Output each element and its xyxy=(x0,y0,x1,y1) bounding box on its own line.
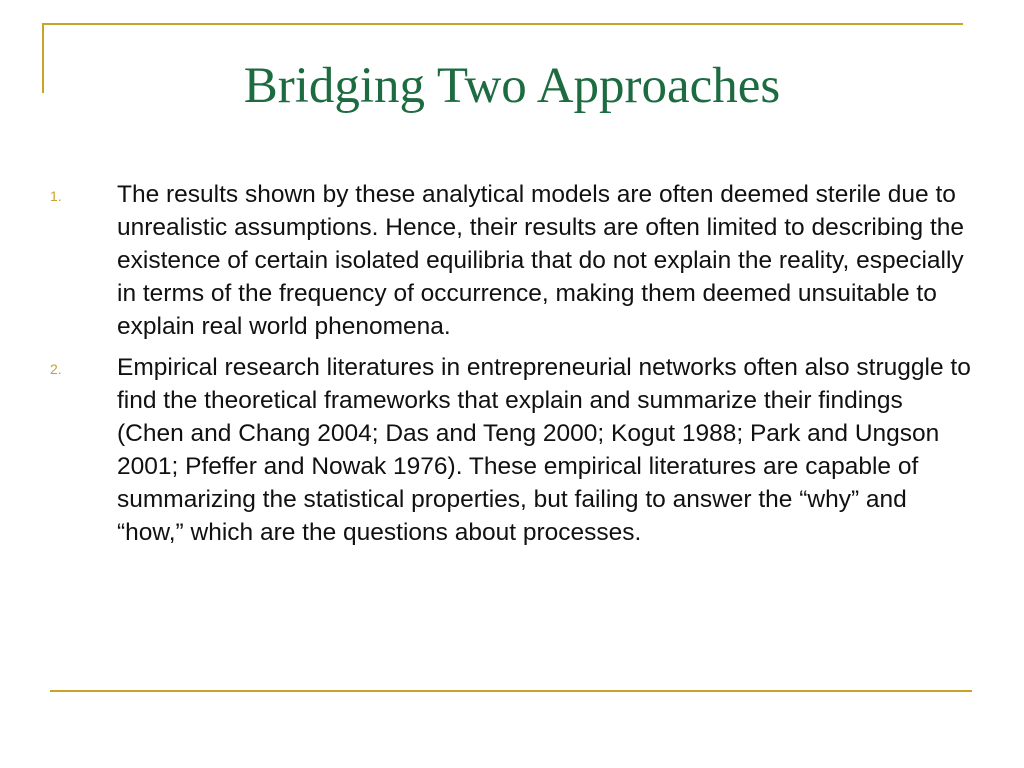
slide-title: Bridging Two Approaches xyxy=(243,58,781,114)
list-marker: 1. xyxy=(50,188,62,204)
list-item-text: The results shown by these analytical models are often deemed sterile due to unrealistic assumptions. Hence, their results are often limited to describing the existence of certain isolated equilibria that do not explain the reality, especially in terms of the frequency of occurrence, making them deemed unsuitable to explain real world phenomena. xyxy=(117,181,965,340)
list-item-text: Empirical research literatures in entrepreneurial networks often also struggle to find the theoretical frameworks that explain and summarize their findings (Chen and Chang 2004; Das and Teng 2000; Kogut 1988; Park and Ungson 2001; Pfeffer and Nowak 1976). These empirical literatures are capable of summarizing the statistical properties, but failing to answer the “why” and “how,” which are the questions about processes. xyxy=(117,354,971,546)
left-border-line xyxy=(42,23,44,93)
list-marker: 2. xyxy=(50,361,62,377)
list-item xyxy=(0,178,1024,343)
top-border-line xyxy=(42,23,963,25)
list-item xyxy=(0,351,1024,549)
bottom-border-line xyxy=(50,690,972,692)
numbered-list xyxy=(0,178,1024,557)
